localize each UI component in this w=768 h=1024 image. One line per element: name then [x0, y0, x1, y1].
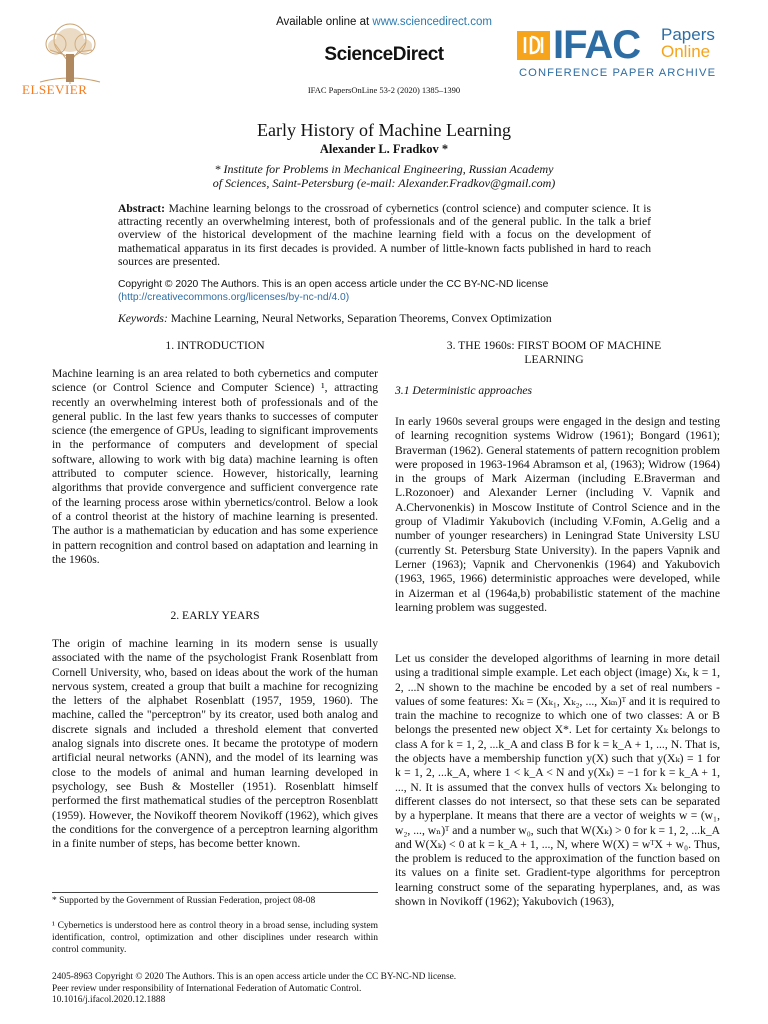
footnote-funding: * Supported by the Government of Russian Federation, project 08-08 — [52, 896, 316, 906]
conference-archive-label: CONFERENCE PAPER ARCHIVE — [519, 67, 717, 79]
section-heading-1960s — [388, 339, 720, 366]
page-footer — [52, 972, 722, 1007]
sciencedirect-link[interactable]: www.sciencedirect.com — [372, 16, 492, 28]
paper-title: Early History of Machine Learning — [257, 120, 511, 140]
paper-author: Alexander L. Fradkov * — [319, 142, 449, 156]
footnote-divider — [52, 892, 378, 893]
affiliation-line-1: * Institute for Problems in Mechanical Engineering, Russian Academy — [214, 162, 554, 176]
section-heading-introduction: 1. INTRODUCTION — [165, 339, 265, 352]
early-years-paragraph: The origin of machine learning in its modern sense is usually associated with the name of the psychologist Frank Rosenblatt from Cornell University, who, based on ideas about the work of the human nervous system, created a group that built a machine for recognizing the letters of the alphabet Rosenblatt (1957, 1959, 1960). The machine, called the "perceptron" by its creator, used both analog and discrete signals and included a threshold element that converted analog signals into discrete ones. It became the prototype of modern artificial neural networks (ANN), and the model of its learning was close to the models of animal and human learning developed in psychology, see Bush & Mosteller (1951). Rosenblatt himself performed the first mathematical studies of the perceptron Rosenblatt (1959). However, the Novikoff theorem Novikoff (1962), which gives the conditions for the convergence of a perceptron learning algorithm in a finite number of steps, has become better known. — [52, 637, 378, 851]
license-link[interactable]: (http://creativecommons.org/licenses/by-nc-nd/4.0) — [118, 292, 350, 303]
early-1960s-paragraph: In early 1960s several groups were engaged in the design and testing of learning recognition systems Widrow (1961); Bongard (1961); Braverman (1962). General statements of pattern recognition problem were proposed in 1963-1964 Abramson et al, (1963); Widrow (1964) in the groups of Mark Aizerman (including E.Braverman and L.Rozonoer) and Alexander Lerner (including V. Vapnik and A.Chervonenkis) in Moscow Institute of Control Science and in the group of Vladimir Yakubovich (including V.Fomin, A.Gelig and a number of younger researchers) in Leningrad State University LSU (currently St. Petersburg State University). In the papers Vapnik and Lerner (1963); Vapnik and Chervonenkis (1964) and Yakubovich (1963, 1965, 1966) deterministic approaches were developed, while in Aizerman et al (1964a,b) probabilistic statement of the machine learning problem was suggested. — [395, 415, 720, 614]
online-wordmark: Online — [661, 42, 711, 61]
section-heading-1960s-line-2: LEARNING — [524, 352, 584, 366]
elsevier-wordmark: ELSEVIER — [22, 82, 88, 97]
footer-doi[interactable]: 10.1016/j.ifacol.2020.12.1888 — [52, 995, 166, 1005]
ifac-wordmark: IFAC — [553, 23, 641, 67]
footer-peer-review: Peer review under responsibility of International Federation of Automatic Control. — [52, 983, 362, 994]
learning-algorithms-paragraph: Let us consider the developed algorithms of learning in more detail using a traditional simple example. Let each object (image) Xₖ, k = 1, 2, ...N shown to the machine be encoded by a set of real numbers - values of some features: Xₖ = (Xₖ₁, Xₖ₂, ..., Xₖₙ)ᵀ and it is required to train the machine to recognize to which one of two classes: A or B belongs the presented new object X*. Let for certainty Xₖ belongs to class A for k = 1, 2, ...k_A and class B for k = k_A + 1, ..., N. That is, the objects have a membership function y(X) such that y(Xₖ) = 1 for k = 1, 2, ...k_A, where 1 < k_A < N and y(Xₖ) = −1 for k = k_A + 1, ..., N. It is assumed that the convex hulls of vectors Xₖ belonging to different classes do not intersect, so that these sets can be separated by a hyperplane. It means that there are a vector of weights w = (w₁, w₂, ..., wₙ)ᵀ and a number w₀, such that W(Xₖ) > 0 for k = 1, 2, ...k_A and W(Xₖ) < 0 at k = k_A + 1, ..., N, where W(X) = wᵀX + w₀. Thus, the problem is reduced to the approximation of the function based on its values on a finite set. Gradient-type algorithms for perceptron learning construct some of the separating hyperplanes, and, as was shown in Novikoff (1962); Yakubovich (1963), — [395, 652, 720, 909]
abstract-label: Abstract: — [118, 202, 166, 215]
section-heading-1960s-line-1: 3. THE 1960s: FIRST BOOM OF MACHINE — [446, 339, 662, 352]
introduction-paragraph: Machine learning is an area related to both cybernetics and computer science (or Control Science and Computer Science) ¹, attracting recently an overwhelming interest both of professionals and of the general public. In the last few years thanks to successes of computer science (the emergence of GPUs, leading to significant improvements in the performance of computers and development of special software, allowing to work with big data) machine learning is often attributed to computer science. However, historically, learning algorithms that provide convergence and sufficient convergence rate of the learning process arose within ybernetics/control. Below a look of a control theorist at the history of machine learning is presented. The author is a mathematician by education and has some experience in pattern recognition and control based on adaptation and learning in the 1960s. — [52, 367, 378, 566]
keywords-text: Machine Learning, Neural Networks, Separation Theorems, Convex Optimization — [170, 312, 552, 325]
papers-wordmark: Papers — [661, 25, 715, 44]
subsection-heading-deterministic: 3.1 Deterministic approaches — [395, 384, 533, 397]
footer-copyright: 2405-8963 Copyright © 2020 The Authors. This is an open access article under the CC BY-NC-ND license. — [52, 972, 457, 982]
available-prefix: Available online at — [276, 16, 373, 28]
ifac-emblem-icon — [517, 31, 550, 60]
copyright-notice — [118, 278, 651, 304]
keywords-label: Keywords: — [118, 312, 168, 325]
sciencedirect-wordmark: ScienceDirect — [324, 44, 444, 65]
section-heading-early-years: 2. EARLY YEARS — [170, 609, 260, 622]
journal-issue: IFAC PapersOnLine 53-2 (2020) 1385–1390 — [307, 85, 461, 95]
footnote-cybernetics: ¹ Cybernetics is understood here as control theory in a broad sense, including system identification, control, optimization and other disciplines under research within control community. — [52, 921, 378, 956]
copyright-text: Copyright © 2020 The Authors. This is an open access article under the CC BY-NC-ND license — [118, 279, 549, 290]
keywords — [118, 312, 651, 325]
abstract-text: Machine learning belongs to the crossroad of cybernetics (control science) and computer science. It is attracting recently an overwhelming interest, both of professionals and of the general public. In the talk a brief overview of the historical development of the machine learning field with a focus on the development of mathematical apparatus in its first decades is provided. A number of little-known facts published in hard to reach sources are presented. — [118, 202, 651, 268]
abstract — [118, 202, 651, 268]
affiliation-line-2: of Sciences, Saint-Petersburg (e-mail: Alexander.Fradkov@gmail.com) — [212, 176, 556, 190]
